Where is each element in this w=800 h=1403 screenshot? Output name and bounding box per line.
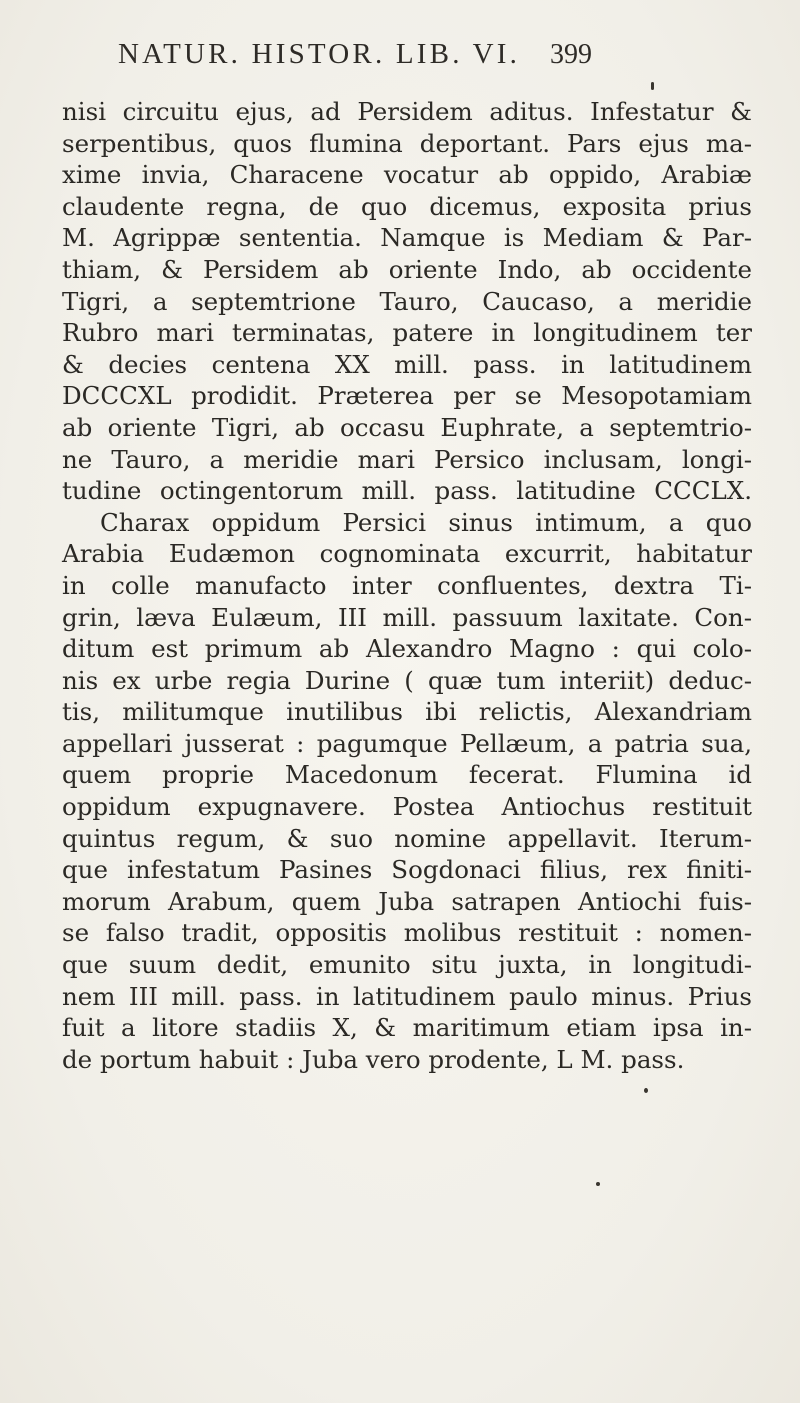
text-line: ab oriente Tigri, ab occasu Euphrate, a septemtrio- bbox=[62, 412, 752, 442]
text-line: appellari jusserat : pagumque Pellæum, a patria sua, bbox=[62, 728, 752, 758]
text-line: serpentibus, quos flumina deportant. Pars ejus ma- bbox=[62, 128, 752, 158]
text-line: thiam, & Persidem ab oriente Indo, ab occidente bbox=[62, 254, 752, 284]
text-line: quintus regum, & suo nomine appellavit. Iterum- bbox=[62, 823, 752, 853]
text-line: nem III mill. pass. in latitudinem paulo minus. Prius bbox=[62, 981, 752, 1011]
running-head bbox=[118, 38, 678, 71]
running-title: NATUR. HISTOR. LIB. VI. bbox=[118, 38, 521, 70]
text-line: tudine octingentorum mill. pass. latitudine CCCLX. bbox=[62, 476, 752, 506]
text-line: in colle manufacto inter confluentes, dextra Ti- bbox=[62, 570, 752, 600]
text-line: se falso tradit, oppositis molibus restituit : nomen- bbox=[62, 918, 752, 948]
text-line: claudente regna, de quo dicemus, exposita prius bbox=[62, 191, 752, 221]
text-line: de portum habuit : Juba vero prodente, L M. pass. bbox=[62, 1044, 685, 1074]
text-line: tis, militumque inutilibus ibi relictis, Alexandriam bbox=[62, 697, 752, 727]
text-line: xime invia, Characene vocatur ab oppido, Arabiæ bbox=[62, 160, 752, 190]
text-line: quem proprie Macedonum fecerat. Flumina id bbox=[62, 760, 752, 790]
text-line-paragraph-start: Charax oppidum Persici sinus intimum, a quo bbox=[100, 507, 752, 537]
text-line: que suum dedit, emunito situ juxta, in longitudi- bbox=[62, 950, 752, 980]
text-line: & decies centena XX mill. pass. in latitudinem bbox=[62, 349, 752, 379]
text-line: morum Arabum, quem Juba satrapen Antiochi fuis- bbox=[62, 886, 752, 916]
text-line: Arabia Eudæmon cognominata excurrit, habitatur bbox=[62, 539, 752, 569]
text-line: ne Tauro, a meridie mari Persico inclusam, longi- bbox=[62, 444, 752, 474]
ink-speck bbox=[644, 1088, 648, 1093]
body-text bbox=[62, 96, 752, 1075]
text-line: grin, læva Eulæum, III mill. passuum laxitate. Con- bbox=[62, 602, 752, 632]
ink-speck bbox=[651, 82, 654, 90]
ink-speck bbox=[596, 1182, 600, 1186]
text-line: oppidum expugnavere. Postea Antiochus restituit bbox=[62, 792, 752, 822]
text-line: Tigri, a septemtrione Tauro, Caucaso, a meridie bbox=[62, 286, 752, 316]
text-line: nisi circuitu ejus, ad Persidem aditus. Infestatur & bbox=[62, 97, 752, 126]
page-number: 399 bbox=[550, 39, 593, 70]
text-line: Rubro mari terminatas, patere in longitudinem ter bbox=[62, 318, 752, 348]
text-line: ditum est primum ab Alexandro Magno : qui colo- bbox=[62, 634, 752, 664]
text-line: M. Agrippæ sententia. Namque is Mediam & Par- bbox=[62, 223, 752, 253]
text-line: DCCCXL prodidit. Præterea per se Mesopotamiam bbox=[62, 381, 752, 411]
text-line: que infestatum Pasines Sogdonaci filius, rex finiti- bbox=[62, 855, 752, 885]
text-line: nis ex urbe regia Durine ( quæ tum interiit) deduc- bbox=[62, 665, 752, 695]
text-line: fuit a litore stadiis X, & maritimum etiam ipsa in- bbox=[62, 1013, 752, 1043]
